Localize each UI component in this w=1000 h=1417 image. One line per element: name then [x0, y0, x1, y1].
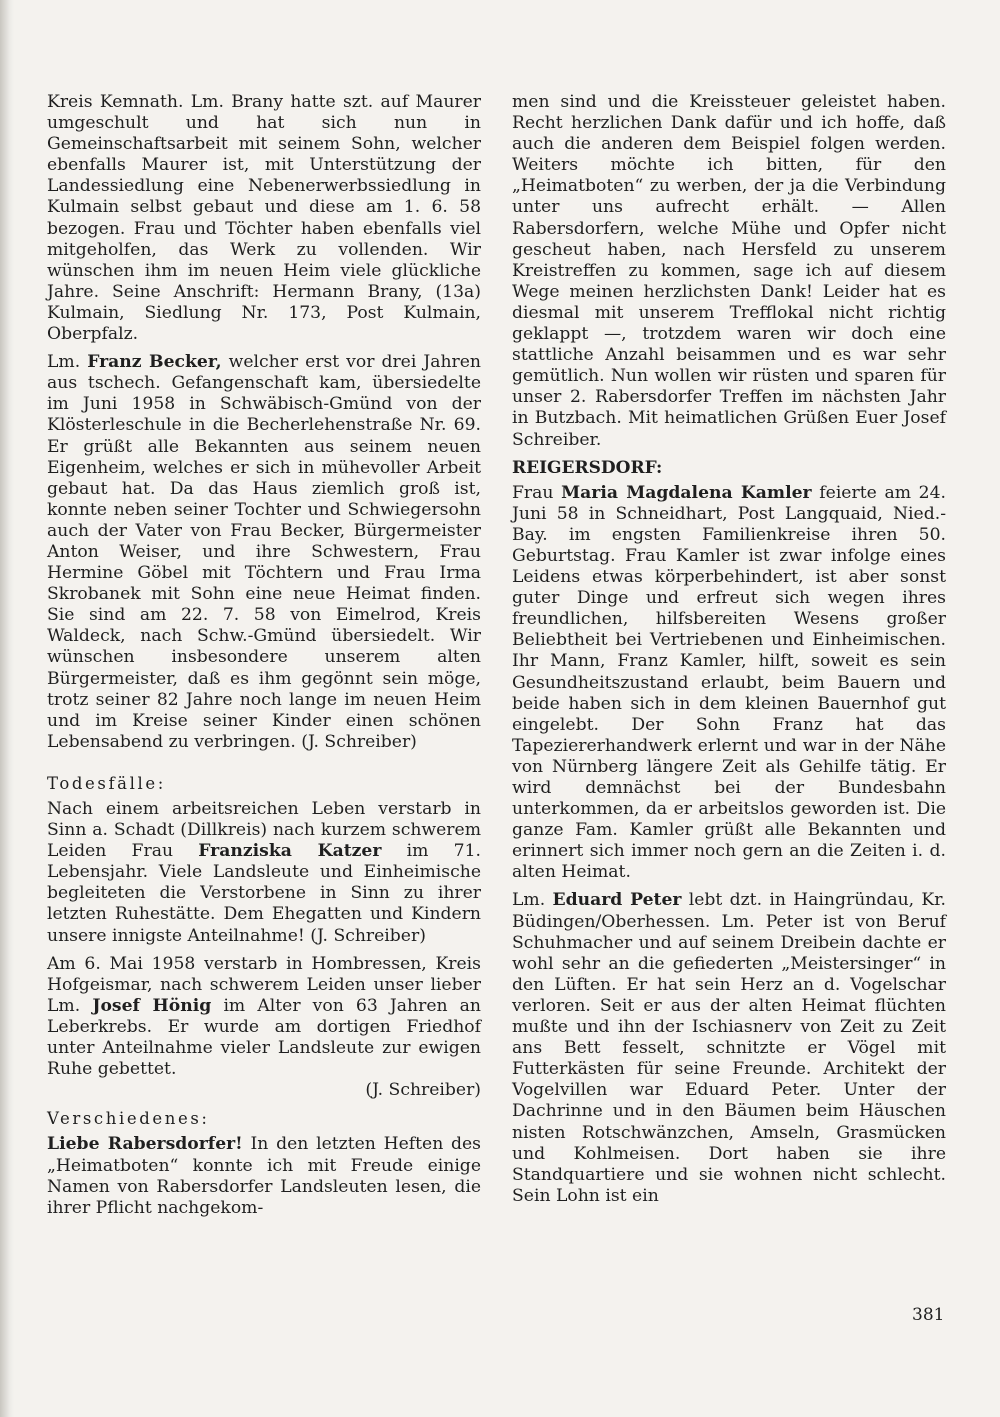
right-column — [512, 92, 946, 1214]
person-name-franz-becker: Franz Becker, — [87, 352, 222, 373]
heading-verschiedenes: Verschiedenes: — [47, 1109, 210, 1129]
person-name-josef-hoenig: Josef Hönig — [92, 995, 212, 1016]
paragraph-peter-text: lebt dzt. in Haingründau, Kr. Büdingen/Oberhessen. Lm. Peter ist von Beruf Schuhmacher und auf seinem Dreibein dachte er wohl sehr an die gefiederten „Meistersinger“ in den Lüften. Er hat sein Herz an d. Vogelschar verloren. Seit er aus der alten Heimat flüchten mußte und ihn der Ischiasnerv von Zeit zu Zeit ans Bett fesselt, schnitzte er Vögel mit Futterkästen für seine Freunde. Architekt der Vogelvillen war Eduard Peter. Unter der Dachrinne und in den Bäumen beim Häuschen nisten Rotschwänzchen, Amseln, Grasmücken und Kohlmeisen. Dort haben sie ihre Standquartiere und sie wohnen nicht schlecht. Sein Lohn ist ein — [512, 890, 947, 1206]
paragraph-peter — [512, 890, 946, 1206]
paragraph-hoenig — [47, 954, 481, 1081]
paragraph-kamler-pre: Frau — [512, 482, 554, 503]
paragraph-brany: Kreis Kemnath. Lm. Brany hatte szt. auf Maurer umgeschult und hat sich nun in Gemeinschaftsarbeit mit seinem Sohn, welcher ebenfalls Maurer ist, mit Unterstützung der Landessiedlung eine Nebenerwerbssiedlung in Kulmain selbst gebaut und diese am 1. 6. 58 bezogen. Frau und Töchter haben ebenfalls viel mitgeholfen, das Werk zu vollenden. Wir wünschen ihm im neuen Heim viele glückliche Jahre. Seine Anschrift: Hermann Brany, (13a) Kulmain, Siedlung Nr. 173, Post Kulmain, Oberpfalz. — [47, 92, 481, 345]
paragraph-becker — [47, 352, 481, 753]
paragraph-katzer — [47, 799, 481, 947]
paragraph-hoenig-pre: Am 6. Mai 1958 verstarb in Hombressen, Kreis Hofgeismar, nach schwerem Leiden unser lieber Lm. — [47, 953, 481, 1016]
page-edge-shadow — [0, 0, 14, 1417]
paragraph-rabersdorfer — [47, 1134, 481, 1218]
greeting-liebe-rabersdorfer: Liebe Rabersdorfer! — [47, 1134, 243, 1155]
paragraph-rabersdorfer-continued: men sind und die Kreissteuer geleistet haben. Recht herzlichen Dank dafür und ich hoffe, daß auch die anderen dem Beispiel folgen werden. Weiters möchte ich bitten, für den „Heimatboten“ zu werben, der ja die Verbindung unter uns aufrecht erhält. — Allen Rabersdorfern, welche Mühe und Opfer nicht gescheut haben, nach Hersfeld zu unserem Kreistreffen zu kommen, sage ich auf diesem Wege meinen herzlichsten Dank! Leider hat es diesmal mit unserem Trefflokal nicht richtig geklappt —, trotzdem waren wir doch eine stattliche Anzahl beisammen und es war sehr gemütlich. Nun wollen wir rüsten und sparen für unser 2. Rabersdorfer Treffen im nächsten Jahr in Butzbach. Mit heimatlichen Grüßen Euer Josef Schreiber. — [512, 92, 946, 450]
person-name-eduard-peter: Eduard Peter — [552, 890, 682, 911]
paragraph-katzer-pre: Nach einem arbeitsreichen Leben verstarb in Sinn a. Schadt (Dillkreis) nach kurzem schwerem Leiden Frau — [47, 799, 481, 862]
paragraph-katzer-text: im 71. Lebensjahr. Viele Landsleute und Einheimische begleiteten die Verstorbene in Sinn zu ihrer letzten Ruhestätte. Dem Ehegatten und Kindern unsere innigste Anteilnahme! (J. Schreiber) — [47, 841, 482, 946]
heading-reigersdorf: REIGERSDORF: — [512, 457, 663, 478]
paragraph-kamler-text: feierte am 24. Juni 58 in Schneidhart, Post Langquaid, Nied.-Bay. im engsten Familienkreise ihren 50. Geburtstag. Frau Kamler ist zwar infolge eines Leidens etwas körperbehindert, ist aber sonst guter Dinge und erfreut sich wegen ihres freundlichen, hilfsbereiten Wesens großer Beliebtheit bei Vertriebenen und Einheimischen. Ihr Mann, Franz Kamler, hilft, soweit es sein Gesundheitszustand erlaubt, beim Bauern und beide haben sich in dem kleinen Bauernhof gut eingelebt. Der Sohn Franz hat das Tapeziererhandwerk erlernt und war in der Nähe von Nürnberg längere Zeit als Gehilfe tätig. Er wird demnächst bei der Bundesbahn unterkommen, da er arbeitslos geworden ist. Die ganze Fam. Kamler grüßt alle Bekannten und erinnert sich immer noch gern an die Zeiten i. d. alten Heimat. — [512, 482, 946, 883]
page-number: 381 — [912, 1305, 945, 1325]
paragraph-peter-pre: Lm. — [512, 890, 546, 911]
paragraph-kamler — [512, 483, 946, 884]
person-name-maria-magdalena-kamler: Maria Magdalena Kamler — [561, 482, 812, 503]
signoff-schreiber: (J. Schreiber) — [365, 1080, 481, 1101]
heading-todesfaelle: Todesfälle: — [47, 773, 166, 793]
paragraph-becker-pre: Lm. — [47, 352, 81, 373]
paragraph-becker-text: welcher erst vor drei Jahren aus tschech. Gefangenschaft kam, übersiedelte im Juni 1958 in Schwäbisch-Gmünd von der Klösterleschule in die Becherlehenstraße Nr. 69. Er grüßt alle Bekannten aus seinem neuen Eigenheim, welches er sich in mühevoller Arbeit gebaut hat. Da das Haus ziemlich groß ist, konnte neben seiner Tochter und Schwiegersohn auch der Vater von Frau Becker, Bürgermeister Anton Weiser, und ihre Schwestern, Frau Hermine Göbel mit Töchtern und Frau Irma Skrobanek mit Sohn eine neue Heimat finden. Sie sind am 22. 7. 58 von Eimelrod, Kreis Waldeck, nach Schw.-Gmünd übersiedelt. Wir wünschen insbesondere unserem alten Bürgermeister, daß es ihm gegönnt sein möge, trotz seiner 82 Jahre noch lange im neuen Heim und im Kreise seiner Kinder einen schönen Lebensabend zu verbringen. (J. Schreiber) — [47, 352, 481, 752]
person-name-franziska-katzer: Franziska Katzer — [198, 841, 382, 862]
paragraph-rabersdorfer-text: In den letzten Heften des „Heimatboten“ konnte ich mit Freude einige Namen von Rabersdorfer Landsleuten lesen, die ihrer Pflicht nachgekom- — [47, 1134, 481, 1218]
left-column — [47, 92, 481, 1226]
paragraph-hoenig-text: im Alter von 63 Jahren an Leberkrebs. Er wurde am dortigen Friedhof unter Anteilnahme vieler Landsleute zur ewigen Ruhe gebettet. — [47, 995, 482, 1080]
